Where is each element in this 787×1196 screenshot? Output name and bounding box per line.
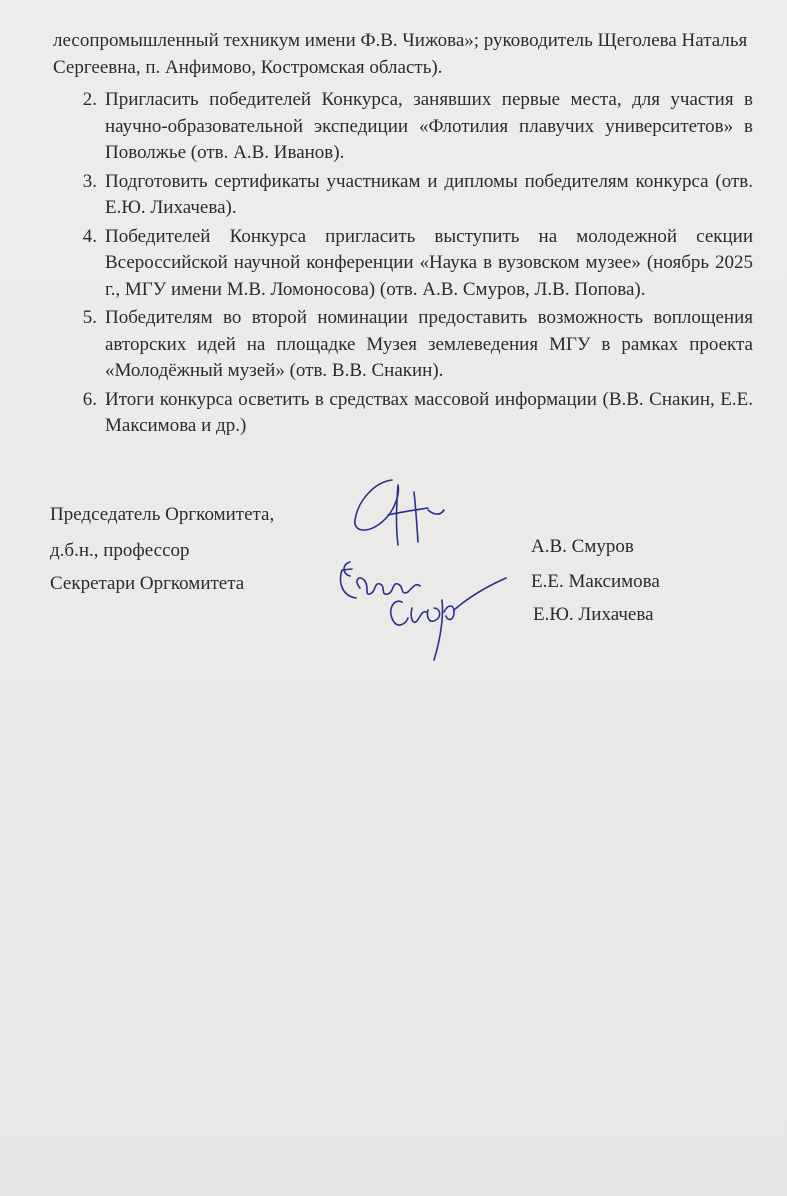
item-number: 6. [82, 388, 97, 410]
secretary2-signature-icon [391, 578, 506, 660]
chairman-title: Председатель Оргкомитета, [50, 504, 275, 525]
secretary1-name: Е.Е. Максимова [531, 571, 660, 592]
handwritten-signatures [330, 470, 530, 670]
chairman-name: А.В. Смуров [531, 536, 634, 557]
item-text: Пригласить победителей Конкурса, занявших первые места, для участия в научно-образовательной экспедиции «Флотилия плавучих университетов» в Поволжье (отв. А.В. Иванов). [105, 89, 753, 163]
secretaries-title: Секретари Оргкомитета [50, 573, 245, 594]
chairman-degree: д.б.н., профессор [50, 540, 190, 561]
chairman-signature-icon [355, 480, 444, 545]
continuation-paragraph: лесопромышленный техникум имени Ф.В. Чижова»; руководитель Щеголева Наталья Сергеевна, п. Анфимово, Костромская область). [53, 30, 748, 78]
item-text: Итоги конкурса осветить в средствах массовой информации (В.В. Снакин, Е.Е. Максимова и др.) [105, 388, 753, 436]
item-text: Победителям во второй номинации предоставить возможность воплощения авторских идей на площадке Музея землеведения МГУ в рамках проекта «Молодёжный музей» (отв. В.В. Снакин). [105, 307, 753, 381]
item-number: 4. [82, 225, 97, 247]
item-text: Победителей Конкурса пригласить выступить на молодежной секции Всероссийской научной конференции «Наука в вузовском музее» (ноябрь 2025 г., МГУ имени М.В. Ломоносова) (отв. А.В. Смуров, Л.В. Попова). [105, 225, 753, 300]
secretary1-signature-icon [341, 562, 420, 598]
item-number: 5. [82, 307, 97, 328]
secretary2-name: Е.Ю. Лихачева [533, 604, 654, 625]
item-number: 3. [82, 170, 97, 192]
item-number: 2. [82, 89, 97, 110]
item-text: Подготовить сертификаты участникам и дипломы победителям конкурса (отв. Е.Ю. Лихачева). [105, 170, 753, 218]
